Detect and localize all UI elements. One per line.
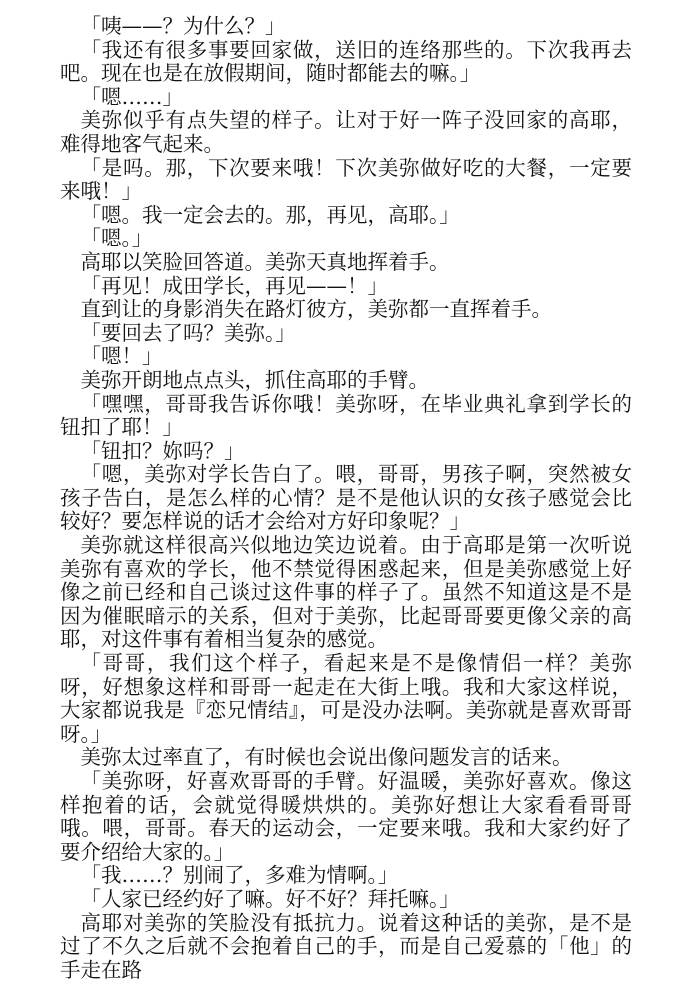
paragraph: 「咦——？为什么？」 xyxy=(80,14,286,38)
paragraph: 「是吗。那，下次要来哦！下次美弥做好吃的大餐，一定要来哦！」 xyxy=(60,155,632,204)
paragraph: 「嘿嘿，哥哥我告诉你哦！美弥呀，在毕业典礼拿到学长的钮扣了耶！」 xyxy=(60,391,632,440)
paragraph: 「嗯，美弥对学长告白了。喂，哥哥，男孩子啊，突然被女孩子告白，是怎么样的心情？是不是他认识的女孩子感觉会比较好？要怎样说的话才会给对方好印象呢？」 xyxy=(60,462,632,534)
paragraph: 「嗯。我一定会去的。那，再见，高耶。」 xyxy=(80,202,460,227)
paragraph: 「美弥呀，好喜欢哥哥的手臂。好温暖，美弥好喜欢。像这样抱着的话，会就觉得暖烘烘的。美弥好想让大家看看哥哥哦。喂，哥哥。春天的运动会，一定要来哦。我和大家约好了要介绍给大家的。」 xyxy=(60,769,632,864)
paragraph: 「嗯……」 xyxy=(80,84,183,109)
paragraph: 「再见！成田学长，再见——！」 xyxy=(80,273,388,298)
document-page xyxy=(60,15,632,982)
paragraph: 高耶以笑脸回答道。美弥天真地挥着手。 xyxy=(80,249,450,274)
paragraph: 「人家已经约好了嘛。好不好？拜托嘛。」 xyxy=(80,886,460,911)
paragraph: 「哥哥，我们这个样子，看起来是不是像情侣一样？美弥呀，好想象这样和哥哥一起走在大街上哦。我和大家这样说，大家都说我是『恋兄情结』，可是没办法啊。美弥就是喜欢哥哥呀。」 xyxy=(60,651,632,746)
paragraph: 美弥就这样很高兴似地边笑边说着。由于高耶是第一次听说美弥有喜欢的学长，他不禁觉得困惑起来，但是美弥感觉上好像之前已经和自己谈过这件事的样子了。虽然不知道这是不是因为催眠暗示的关系，但对于美弥，比起哥哥要更像父亲的高耶，对这件事有着相当复杂的感觉。 xyxy=(60,533,632,652)
paragraph: 「要回去了吗？美弥。」 xyxy=(80,320,296,345)
paragraph: 「嗯。」 xyxy=(80,226,153,251)
paragraph: 「我还有很多事要回家做，送旧的连络那些的。下次我再去吧。现在也是在放假期间，随时都能去的嘛。」 xyxy=(60,37,632,86)
paragraph: 「钮扣？妳吗？」 xyxy=(80,438,245,463)
paragraph: 高耶对美弥的笑脸没有抵抗力。说着这种话的美弥，是不是过了不久之后就不会抱着自己的手，而是自己爱慕的「他」的手走在路 xyxy=(60,910,632,982)
paragraph: 美弥开朗地点点头，抓住高耶的手臂。 xyxy=(80,367,429,392)
paragraph: 「我……？别闹了，多难为情啊。」 xyxy=(80,863,399,888)
paragraph: 直到让的身影消失在路灯彼方，美弥都一直挥着手。 xyxy=(80,297,552,322)
paragraph: 「嗯！」 xyxy=(80,344,163,369)
paragraph: 美弥似乎有点失望的样子。让对于好一阵子没回家的高耶，难得地客气起来。 xyxy=(60,108,632,156)
paragraph: 美弥太过率直了，有时候也会说出像问题发言的话来。 xyxy=(80,745,573,770)
